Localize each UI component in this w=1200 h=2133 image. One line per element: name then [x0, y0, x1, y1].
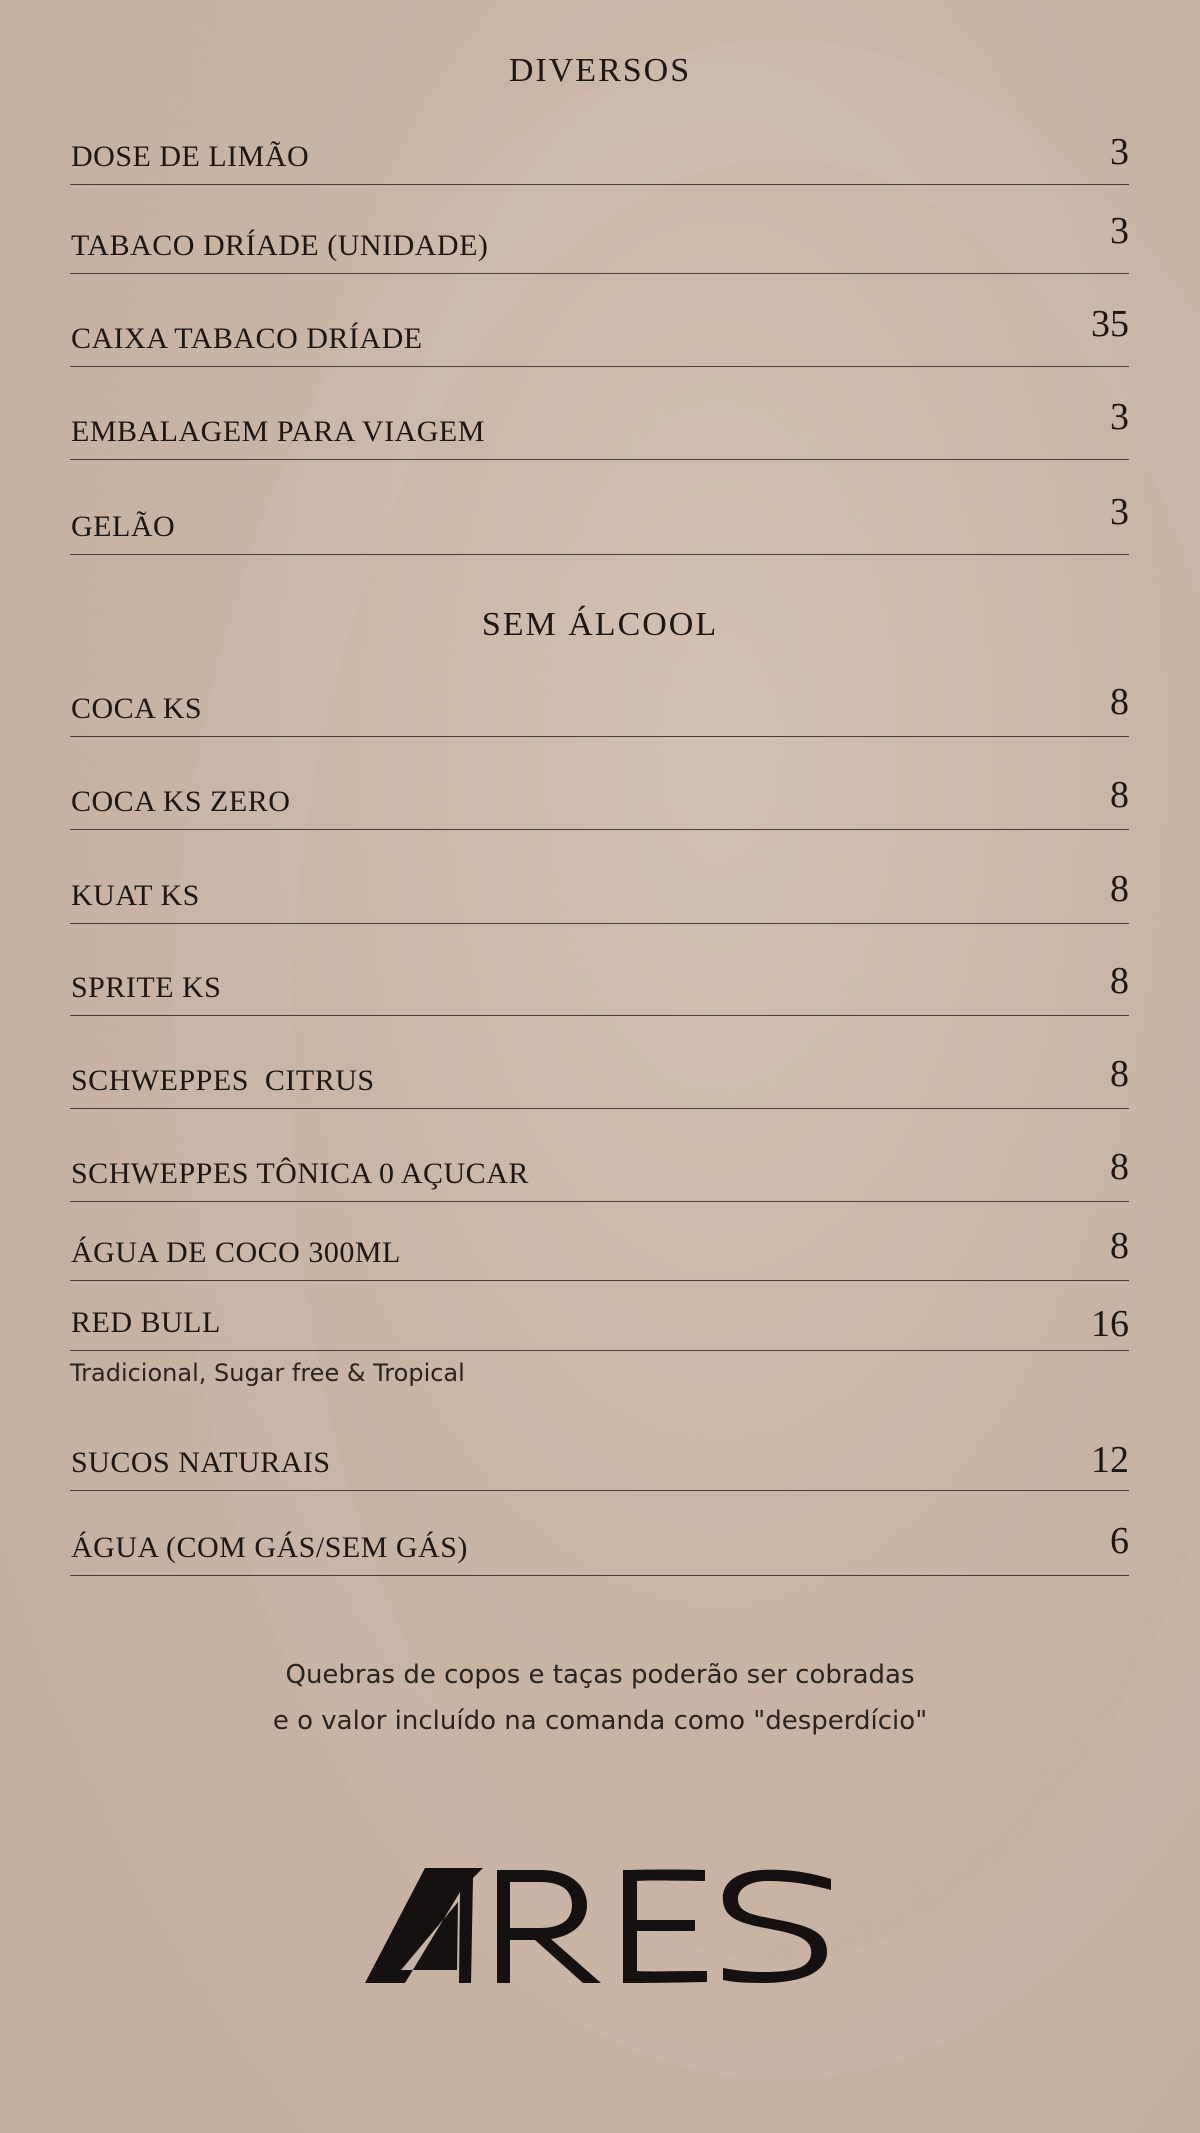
ares-logo	[365, 1868, 835, 1983]
menu-item-agua-de-coco-300ml	[70, 1210, 1129, 1281]
menu-item-sprite-ks	[70, 932, 1129, 1016]
item-name: EMBALAGEM PARA VIAGEM	[71, 415, 485, 448]
item-name: COCA KS ZERO	[71, 785, 291, 818]
menu-item-schweppes-citrus	[70, 1024, 1129, 1109]
item-name: COCA KS	[71, 692, 203, 725]
menu-item-dose-de-limao	[70, 120, 1129, 185]
breakage-notice	[0, 1652, 1200, 1744]
menu-item-caixa-tabaco-driade	[70, 283, 1129, 367]
breakage-notice-line-2: e o valor incluído na comanda como "desperdício"	[272, 1706, 928, 1736]
red-bull-flavors: Tradicional, Sugar free & Tropical	[70, 1359, 465, 1387]
item-price: 8	[1110, 868, 1129, 910]
item-price: 8	[1110, 1146, 1129, 1188]
item-name: ÁGUA (COM GÁS/SEM GÁS)	[71, 1531, 468, 1564]
menu-item-gelao	[70, 469, 1129, 555]
menu-item-sucos-naturais	[70, 1408, 1129, 1491]
item-price: 16	[1091, 1303, 1129, 1345]
section-title-sem-alcool: SEM ÁLCOOL	[481, 606, 719, 643]
menu-item-coca-ks	[70, 662, 1129, 737]
item-price: 8	[1110, 681, 1129, 723]
item-name: SCHWEPPES TÔNICA 0 AÇUCAR	[71, 1157, 529, 1190]
item-name: SCHWEPPES CITRUS	[71, 1064, 375, 1097]
item-price: 8	[1110, 960, 1129, 1002]
menu-item-tabaco-driade-unidade	[70, 190, 1129, 274]
item-price: 12	[1091, 1439, 1129, 1481]
menu-item-coca-ks-zero	[70, 745, 1129, 830]
item-price: 8	[1110, 1053, 1129, 1095]
item-name: SUCOS NATURAIS	[71, 1446, 331, 1479]
item-price: 3	[1110, 396, 1129, 438]
item-name: GELÃO	[71, 510, 176, 543]
menu-item-red-bull	[70, 1289, 1129, 1351]
menu-item-kuat-ks	[70, 838, 1129, 924]
item-price: 3	[1110, 131, 1129, 173]
item-name: ÁGUA DE COCO 300ML	[71, 1236, 401, 1269]
item-price: 35	[1091, 303, 1129, 345]
item-name: SPRITE KS	[71, 971, 222, 1004]
item-price: 3	[1110, 210, 1129, 252]
item-name: DOSE DE LIMÃO	[71, 140, 310, 173]
breakage-notice-line-1: Quebras de copos e taças poderão ser cobradas	[285, 1660, 915, 1690]
item-price: 6	[1110, 1520, 1129, 1562]
menu-item-schweppes-tonica-0-acucar	[70, 1117, 1129, 1202]
item-name: CAIXA TABACO DRÍADE	[71, 322, 423, 355]
section-title-diversos: DIVERSOS	[508, 52, 692, 89]
item-name: KUAT KS	[71, 879, 200, 912]
item-price: 3	[1110, 491, 1129, 533]
menu-item-embalagem-para-viagem	[70, 376, 1129, 460]
item-name: TABACO DRÍADE (UNIDADE)	[71, 229, 489, 262]
item-name: RED BULL	[71, 1306, 221, 1339]
item-price: 8	[1110, 774, 1129, 816]
menu-item-agua-com-gas-sem-gas	[70, 1499, 1129, 1576]
item-price: 8	[1110, 1225, 1129, 1267]
